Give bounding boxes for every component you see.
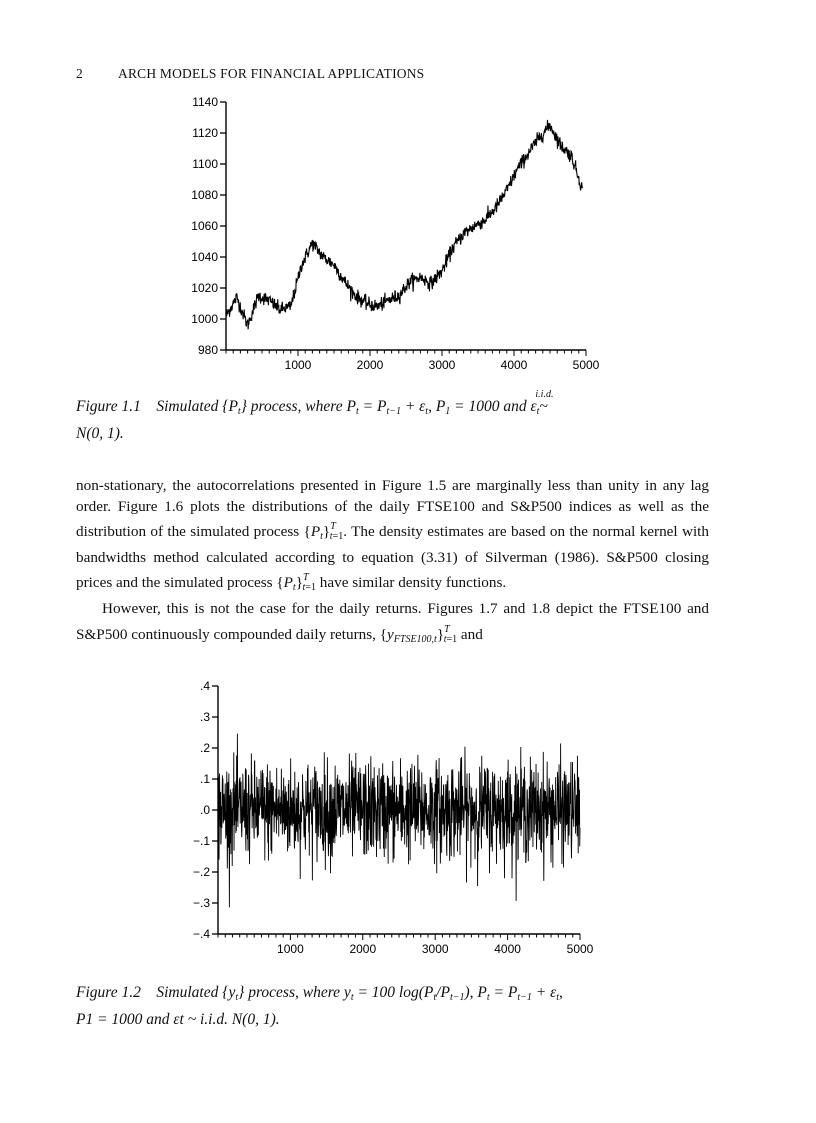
series-pt-line xyxy=(226,120,582,329)
x-tick-label: 5000 xyxy=(566,942,594,956)
figure-1-2-caption-line2: P1 = 1000 and εt ~ i.i.d. N(0, 1). xyxy=(76,1011,280,1028)
paragraph-2: However, this is not the case for the daily returns. Figures 1.7 and 1.8 depict the FTSE100 and S&P500 continuously compounded daily returns, $\{y_{FTSE100,t}\}^T_{t=1}$ and xyxy=(76,599,709,645)
figure-1-1-caption-line1: Simulated $\{P_t\}$ process, where $P_t = P_{t-1} + \varepsilon_t$, $P_1 = 1000$ and $\varepsilon_t\sim$ i.i.d. xyxy=(156,389,554,417)
y-tick-label: −.4 xyxy=(192,927,210,941)
y-tick-label: −.1 xyxy=(192,834,210,848)
figure-1-2-label: Figure 1.2 xyxy=(76,984,141,1001)
y-tick-label: −.3 xyxy=(192,896,210,910)
x-tick-label: 2000 xyxy=(349,942,377,956)
figure-1-1-caption xyxy=(76,389,716,445)
y-tick-label: .1 xyxy=(199,772,210,786)
paragraph-1: non-stationary, the autocorrelations presented in Figure 1.5 are marginally less than unity in any lag order. Figure 1.6 plots the distributions of the daily FTSE100 and S&P500 indices as well as the distribution of the simulated process $\{P_t\}^T_{t=1}$. The density estimates are based on the normal kernel with bandwidths method calculated according to equation (3.31) of Silverman (1986). S&P500 closing prices and the simulated process $\{P_t\}^T_{t=1}$ have similar density functions. xyxy=(76,477,709,594)
y-tick-label: .0 xyxy=(199,803,210,817)
y-tick-label: .4 xyxy=(199,679,210,693)
x-tick-label: 1000 xyxy=(277,942,304,956)
y-tick-label: 1080 xyxy=(191,188,218,202)
y-tick-label: 1040 xyxy=(191,250,218,264)
x-tick-label: 3000 xyxy=(421,942,449,956)
x-tick-label: 4000 xyxy=(500,358,528,372)
y-tick-label: .3 xyxy=(199,710,210,724)
x-tick-label: 5000 xyxy=(572,358,600,372)
y-tick-label: 980 xyxy=(197,343,218,357)
y-tick-label: .2 xyxy=(199,741,210,755)
y-tick-label: 1120 xyxy=(192,126,218,140)
running-header xyxy=(76,66,424,82)
y-tick-label: 1060 xyxy=(191,219,218,233)
figure-1-2-caption-line1: Simulated $\{y_t\}$ process, where $y_t = 100$ $\log(P_t/P_{t-1})$, $P_t = P_{t-1} + \varepsilon_t$, xyxy=(156,984,563,1003)
y-tick-label: 1100 xyxy=(192,157,218,171)
x-tick-label: 4000 xyxy=(494,942,521,956)
y-tick-label: −.2 xyxy=(192,865,210,879)
y-tick-label: 1140 xyxy=(192,95,218,109)
y-tick-label: 1020 xyxy=(191,281,218,295)
figure-1-1-label: Figure 1.1 xyxy=(76,398,141,415)
page-number: 2 xyxy=(76,66,83,81)
x-tick-label: 2000 xyxy=(356,358,384,372)
running-title: ARCH MODELS FOR FINANCIAL APPLICATIONS xyxy=(118,66,425,81)
figure-1-2-caption xyxy=(76,982,716,1031)
figure-1-2-chart xyxy=(160,674,620,964)
y-tick-label: 1000 xyxy=(191,312,218,326)
x-tick-label: 3000 xyxy=(428,358,456,372)
x-tick-label: 1000 xyxy=(284,358,312,372)
figure-1-1-chart xyxy=(160,90,620,380)
body-text xyxy=(76,476,709,650)
series-yt-line xyxy=(218,734,580,908)
figure-1-1-caption-line2: N(0, 1). xyxy=(76,425,124,442)
